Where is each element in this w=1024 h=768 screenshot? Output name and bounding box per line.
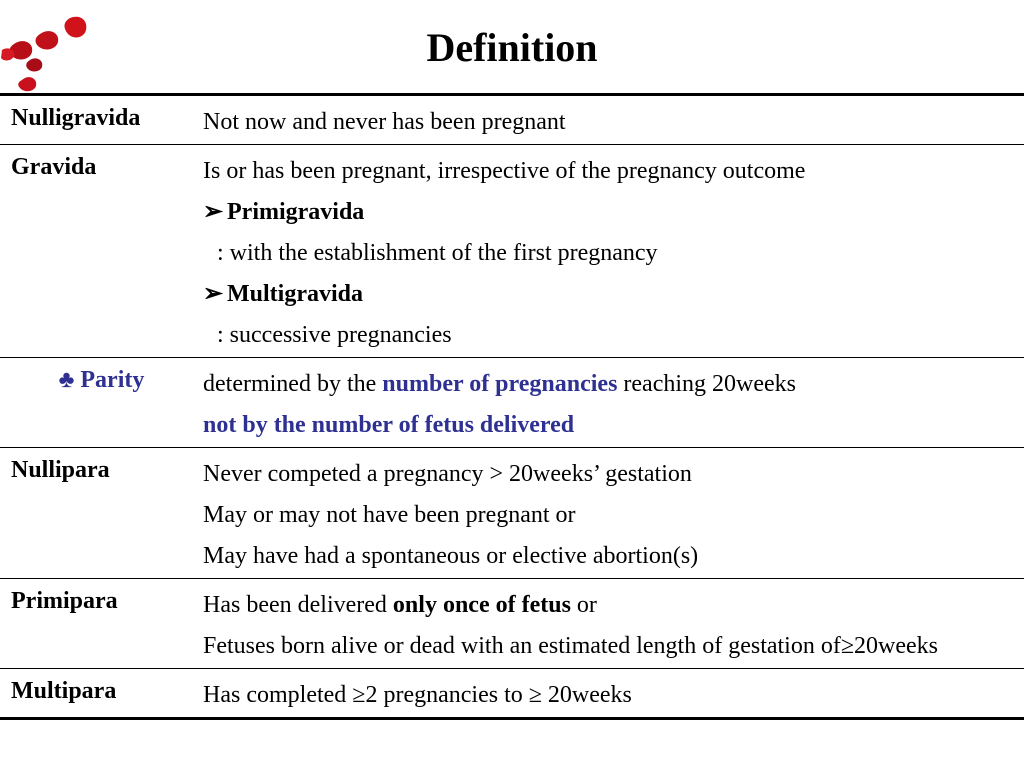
text-fragment: reaching 20weeks	[617, 371, 796, 397]
definition-cell	[203, 95, 1024, 145]
table-row	[0, 95, 1024, 145]
definition-table	[0, 93, 1024, 720]
definition-cell	[203, 669, 1024, 719]
definition-text: Fetuses born alive or dead with an estimated length of gestation of≥20weeks	[203, 633, 938, 659]
sub-term-label: Multigravida	[227, 281, 363, 307]
definition-text: May or may not have been pregnant or	[203, 502, 576, 528]
table-row	[0, 669, 1024, 719]
definition-text	[203, 588, 1004, 622]
definition-cell	[203, 358, 1024, 448]
text-fragment: determined by the	[203, 371, 383, 397]
definition-text: Never competed a pregnancy > 20weeks’ gestation	[203, 461, 692, 487]
definition-cell	[203, 448, 1024, 579]
definition-text: May have had a spontaneous or elective abortion(s)	[203, 543, 699, 569]
emphasis-text: number of pregnancies	[382, 371, 618, 397]
term-parity	[0, 358, 203, 448]
table-row	[0, 358, 1024, 448]
table-row	[0, 448, 1024, 579]
sub-term-multigravida	[203, 277, 1004, 311]
text-fragment: Has been delivered	[203, 592, 393, 618]
term-multipara: Multipara	[11, 678, 117, 704]
sub-term-label: Primigravida	[227, 199, 365, 225]
emphasis-text: only once of fetus	[392, 592, 571, 618]
definition-text: Has completed ≥2 pregnancies to ≥ 20weeks	[203, 682, 632, 708]
arrow-bullet-icon: ➢	[203, 199, 224, 225]
definition-cell	[203, 145, 1024, 358]
emphasis-text: not by the number of fetus delivered	[203, 412, 575, 438]
definition-cell	[203, 579, 1024, 669]
sub-term-description: : successive pregnancies	[217, 322, 452, 348]
definition-text: Is or has been pregnant, irrespective of the pregnancy outcome	[203, 158, 806, 184]
definition-text: Not now and never has been pregnant	[203, 109, 566, 135]
term-nulligravida: Nulligravida	[11, 105, 141, 131]
sub-term-primigravida	[203, 195, 1004, 229]
arrow-bullet-icon: ➢	[203, 281, 224, 307]
sub-term-description: : with the establishment of the first pregnancy	[217, 240, 658, 266]
definition-text	[203, 367, 1004, 401]
text-fragment: or	[570, 592, 597, 618]
term-nullipara: Nullipara	[11, 457, 110, 483]
table-row	[0, 145, 1024, 358]
club-icon: ♣	[58, 367, 75, 393]
term-primipara: Primipara	[11, 588, 118, 614]
table-row	[0, 579, 1024, 669]
term-parity-label: Parity	[80, 367, 145, 393]
page-title: Definition	[426, 25, 598, 70]
term-gravida: Gravida	[11, 154, 97, 180]
